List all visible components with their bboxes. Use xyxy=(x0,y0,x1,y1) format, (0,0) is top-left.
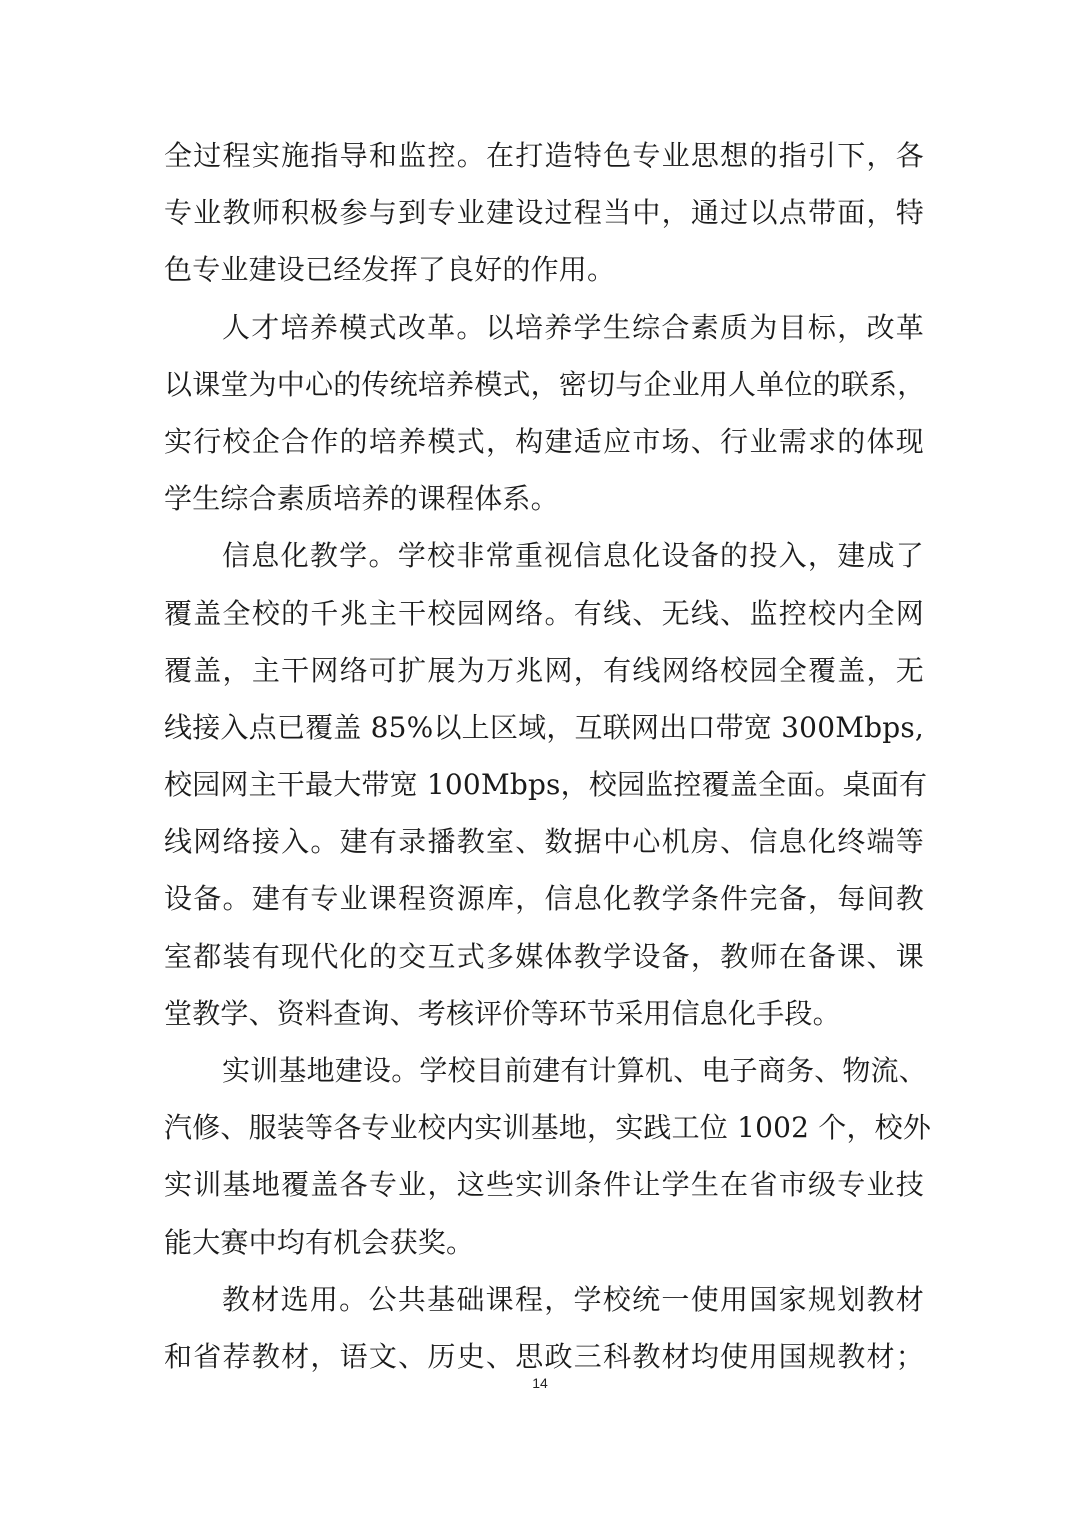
text-line: 全过程实施指导和监控。在打造特色专业思想的指引下，各 xyxy=(164,139,924,172)
text-line: 覆盖，主干网络可扩展为万兆网，有线网络校园全覆盖，无 xyxy=(164,653,924,687)
page-number: 14 xyxy=(532,1375,548,1391)
text-line: 线网络接入。建有录播教室、数据中心机房、信息化终端等 xyxy=(164,825,924,859)
text-line: 以课堂为中心的传统培养模式，密切与企业用人单位的联系， xyxy=(164,367,926,401)
text-line: 汽修、服装等各专业校内实训基地，实践工位 1002 个，校外 xyxy=(164,1111,932,1145)
text-line: 覆盖全校的千兆主干校园网络。有线、无线、监控校内全网 xyxy=(164,596,924,630)
text-line: 专业教师积极参与到专业建设过程当中，通过以点带面，特 xyxy=(164,196,924,230)
text-line: 信息化教学。学校非常重视信息化设备的投入，建成了 xyxy=(222,539,924,573)
text-line: 堂教学、资料查询、考核评价等环节采用信息化手段。 xyxy=(164,996,841,1030)
text-line: 校园网主干最大带宽 100Mbps，校园监控覆盖全面。桌面有 xyxy=(164,768,928,802)
text-line: 实行校企合作的培养模式，构建适应市场、行业需求的体现 xyxy=(164,424,924,458)
paragraph-information-teaching xyxy=(164,527,928,1042)
text-line: 学生综合素质培养的课程体系。 xyxy=(164,482,559,516)
body-text xyxy=(164,127,932,1385)
paragraph-specialty-construction xyxy=(164,127,924,299)
text-line: 能大赛中均有机会获奖。 xyxy=(164,1225,475,1259)
text-line: 设备。建有专业课程资源库，信息化教学条件完备，每间教 xyxy=(164,882,924,916)
text-line: 实训基地覆盖各专业，这些实训条件让学生在省市级专业技 xyxy=(164,1168,924,1202)
text-line: 人才培养模式改革。以培养学生综合素质为目标，改革 xyxy=(222,310,924,344)
text-line: 教材选用。公共基础课程，学校统一使用国家规划教材 xyxy=(222,1282,924,1316)
text-line: 线接入点已覆盖 85%以上区域，互联网出口带宽 300Mbps, xyxy=(164,710,924,744)
text-line: 实训基地建设。学校目前建有计算机、电子商务、物流、 xyxy=(222,1054,928,1087)
paragraph-training-base-construction xyxy=(164,1042,932,1271)
paragraph-training-mode-reform xyxy=(164,299,924,528)
text-line: 室都装有现代化的交互式多媒体教学设备，教师在备课、课 xyxy=(164,939,924,973)
paragraph-textbook-selection xyxy=(164,1271,924,1385)
text-line: 和省荐教材，语文、历史、思政三科教材均使用国规教材； xyxy=(164,1339,924,1373)
text-line: 色专业建设已经发挥了良好的作用。 xyxy=(164,253,616,287)
